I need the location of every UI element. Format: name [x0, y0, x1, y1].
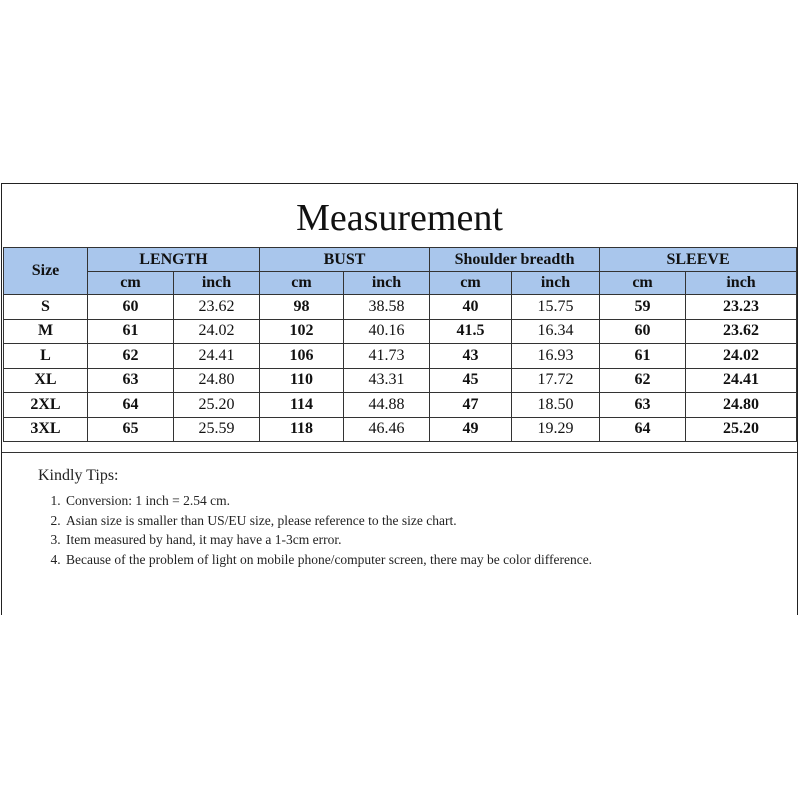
- length-cm-cell: 63: [88, 368, 174, 393]
- table-row: [4, 417, 797, 442]
- unit-cm-header: cm: [600, 272, 686, 295]
- length-header: LENGTH: [88, 248, 260, 272]
- length-cm-cell: 64: [88, 393, 174, 418]
- sleeve-inch-cell: 24.41: [686, 368, 797, 393]
- length-cm-cell: 65: [88, 417, 174, 442]
- chart-title: Measurement: [296, 197, 503, 239]
- bust-cm-cell: 110: [260, 368, 344, 393]
- size-chart: [1, 183, 798, 615]
- shoulder-cm-cell: 40: [430, 295, 512, 320]
- length-inch-cell: 24.80: [174, 368, 260, 393]
- bust-inch-cell: 38.58: [344, 295, 430, 320]
- shoulder-inch-cell: 15.75: [512, 295, 600, 320]
- table-row: [4, 393, 797, 418]
- length-inch-cell: 23.62: [174, 295, 260, 320]
- shoulder-inch-cell: 18.50: [512, 393, 600, 418]
- bust-cm-cell: 102: [260, 319, 344, 344]
- size-cell: M: [4, 319, 88, 344]
- sleeve-inch-cell: 23.62: [686, 319, 797, 344]
- shoulder-inch-cell: 19.29: [512, 417, 600, 442]
- shoulder-inch-cell: 16.34: [512, 319, 600, 344]
- length-cm-cell: 61: [88, 319, 174, 344]
- size-cell: L: [4, 344, 88, 369]
- sleeve-cm-cell: 61: [600, 344, 686, 369]
- tip-item: 1. Conversion: 1 inch = 2.54 cm.: [64, 491, 704, 511]
- length-inch-cell: 25.20: [174, 393, 260, 418]
- length-inch-cell: 25.59: [174, 417, 260, 442]
- bust-inch-cell: 40.16: [344, 319, 430, 344]
- tips-title: Kindly Tips:: [38, 467, 119, 484]
- unit-inch-header: inch: [686, 272, 797, 295]
- shoulder-cm-cell: 45: [430, 368, 512, 393]
- bust-header: BUST: [260, 248, 430, 272]
- table-row: [4, 319, 797, 344]
- bust-cm-cell: 118: [260, 417, 344, 442]
- tip-item: 4. Because of the problem of light on mobile phone/computer screen, there may be color difference.: [64, 550, 704, 570]
- unit-cm-header: cm: [430, 272, 512, 295]
- shoulder-cm-cell: 41.5: [430, 319, 512, 344]
- unit-cm-header: cm: [260, 272, 344, 295]
- bust-cm-cell: 98: [260, 295, 344, 320]
- size-header: Size: [4, 248, 88, 295]
- tip-item: 2. Asian size is smaller than US/EU size, please reference to the size chart.: [64, 511, 704, 531]
- size-cell: 3XL: [4, 417, 88, 442]
- table-row: [4, 344, 797, 369]
- sleeve-cm-cell: 59: [600, 295, 686, 320]
- size-cell: S: [4, 295, 88, 320]
- tips-section: [2, 452, 797, 617]
- sleeve-cm-cell: 63: [600, 393, 686, 418]
- sleeve-header: SLEEVE: [600, 248, 797, 272]
- shoulder-cm-cell: 47: [430, 393, 512, 418]
- unit-inch-header: inch: [344, 272, 430, 295]
- bust-cm-cell: 114: [260, 393, 344, 418]
- unit-inch-header: inch: [512, 272, 600, 295]
- sleeve-inch-cell: 24.80: [686, 393, 797, 418]
- length-cm-cell: 60: [88, 295, 174, 320]
- shoulder-header: Shoulder breadth: [430, 248, 600, 272]
- shoulder-inch-cell: 16.93: [512, 344, 600, 369]
- bust-inch-cell: 46.46: [344, 417, 430, 442]
- sleeve-cm-cell: 62: [600, 368, 686, 393]
- table-row: [4, 368, 797, 393]
- size-cell: XL: [4, 368, 88, 393]
- length-cm-cell: 62: [88, 344, 174, 369]
- length-inch-cell: 24.41: [174, 344, 260, 369]
- length-inch-cell: 24.02: [174, 319, 260, 344]
- tips-list: [38, 491, 704, 569]
- sleeve-cm-cell: 60: [600, 319, 686, 344]
- size-table: [3, 247, 797, 442]
- shoulder-inch-cell: 17.72: [512, 368, 600, 393]
- bust-inch-cell: 43.31: [344, 368, 430, 393]
- sleeve-inch-cell: 25.20: [686, 417, 797, 442]
- table-row: [4, 295, 797, 320]
- sleeve-cm-cell: 64: [600, 417, 686, 442]
- size-cell: 2XL: [4, 393, 88, 418]
- shoulder-cm-cell: 49: [430, 417, 512, 442]
- bust-inch-cell: 44.88: [344, 393, 430, 418]
- unit-cm-header: cm: [88, 272, 174, 295]
- sleeve-inch-cell: 23.23: [686, 295, 797, 320]
- bust-inch-cell: 41.73: [344, 344, 430, 369]
- shoulder-cm-cell: 43: [430, 344, 512, 369]
- tip-item: 3. Item measured by hand, it may have a 1-3cm error.: [64, 530, 704, 550]
- bust-cm-cell: 106: [260, 344, 344, 369]
- sleeve-inch-cell: 24.02: [686, 344, 797, 369]
- unit-inch-header: inch: [174, 272, 260, 295]
